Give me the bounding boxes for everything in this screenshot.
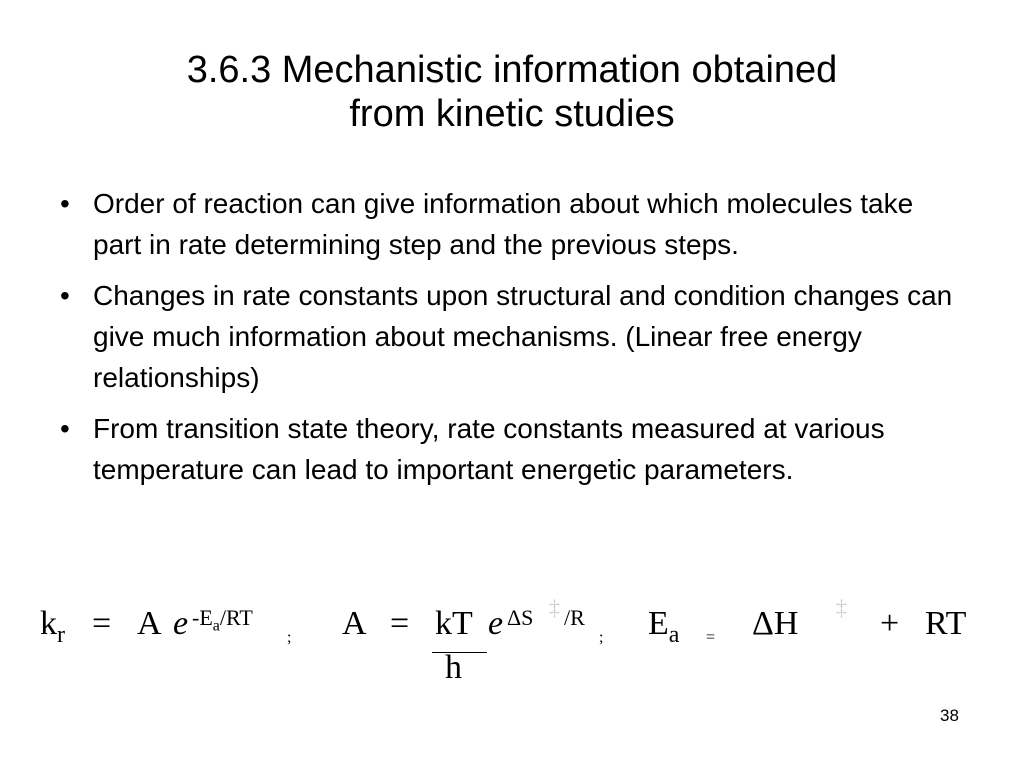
bullet-marker: • [60, 280, 70, 311]
eq-exponent-2-tail: /R [564, 605, 585, 630]
eq-exponent-2: ΔS [507, 605, 534, 630]
eq-A-2: A [342, 605, 367, 642]
double-dagger-2: ‡ [836, 595, 847, 620]
equation-row [0, 595, 1024, 694]
title-line-1: 3.6.3 Mechanistic information obtained [186, 49, 838, 91]
eq-e-2: e [488, 605, 504, 642]
eq-E: $E_a$ [648, 605, 680, 648]
bullet-marker: • [60, 413, 70, 444]
title-line-2: from kinetic studies [349, 93, 675, 135]
eq-kT: kT [435, 605, 473, 642]
bullet-item [60, 275, 960, 398]
eq-equals-1: = [92, 605, 112, 642]
eq-e-1: e [173, 605, 189, 642]
eq-separator-2: ; [599, 629, 604, 646]
bullet-item [60, 183, 960, 265]
bullet-item [60, 408, 960, 490]
bullet-text: Changes in rate constants upon structural and condition changes can give much information about mechanisms. (Linear free energy relationships) [93, 280, 953, 393]
slide-title [0, 48, 1024, 136]
eq-h: h [445, 649, 462, 686]
bullet-text: From transition state theory, rate constants measured at various temperature can lead to important energetic parameters. [93, 413, 885, 485]
bullet-list [60, 183, 960, 500]
page-number: 38 [940, 706, 959, 725]
bullet-text: Order of reaction can give information about which molecules take part in rate determining step and the previous steps. [93, 188, 914, 260]
eq-E-subscript: a [668, 621, 680, 648]
eq-RT: RT [925, 605, 967, 642]
eq-exponent-1: $-E_a/RT$ [192, 605, 253, 635]
eq-delta-H: ΔH [752, 605, 799, 642]
bullet-marker: • [60, 188, 70, 219]
double-dagger-1: ‡ [549, 595, 560, 620]
eq-k-subscript: r [57, 621, 65, 648]
eq-separator-1: ; [287, 629, 292, 646]
eq-plus: + [880, 605, 900, 642]
eq-A-1: A [137, 605, 162, 642]
eq-equals-2: = [390, 605, 410, 642]
eq-k: $k_r$ [40, 605, 65, 648]
eq-equals-3: = [706, 629, 716, 646]
